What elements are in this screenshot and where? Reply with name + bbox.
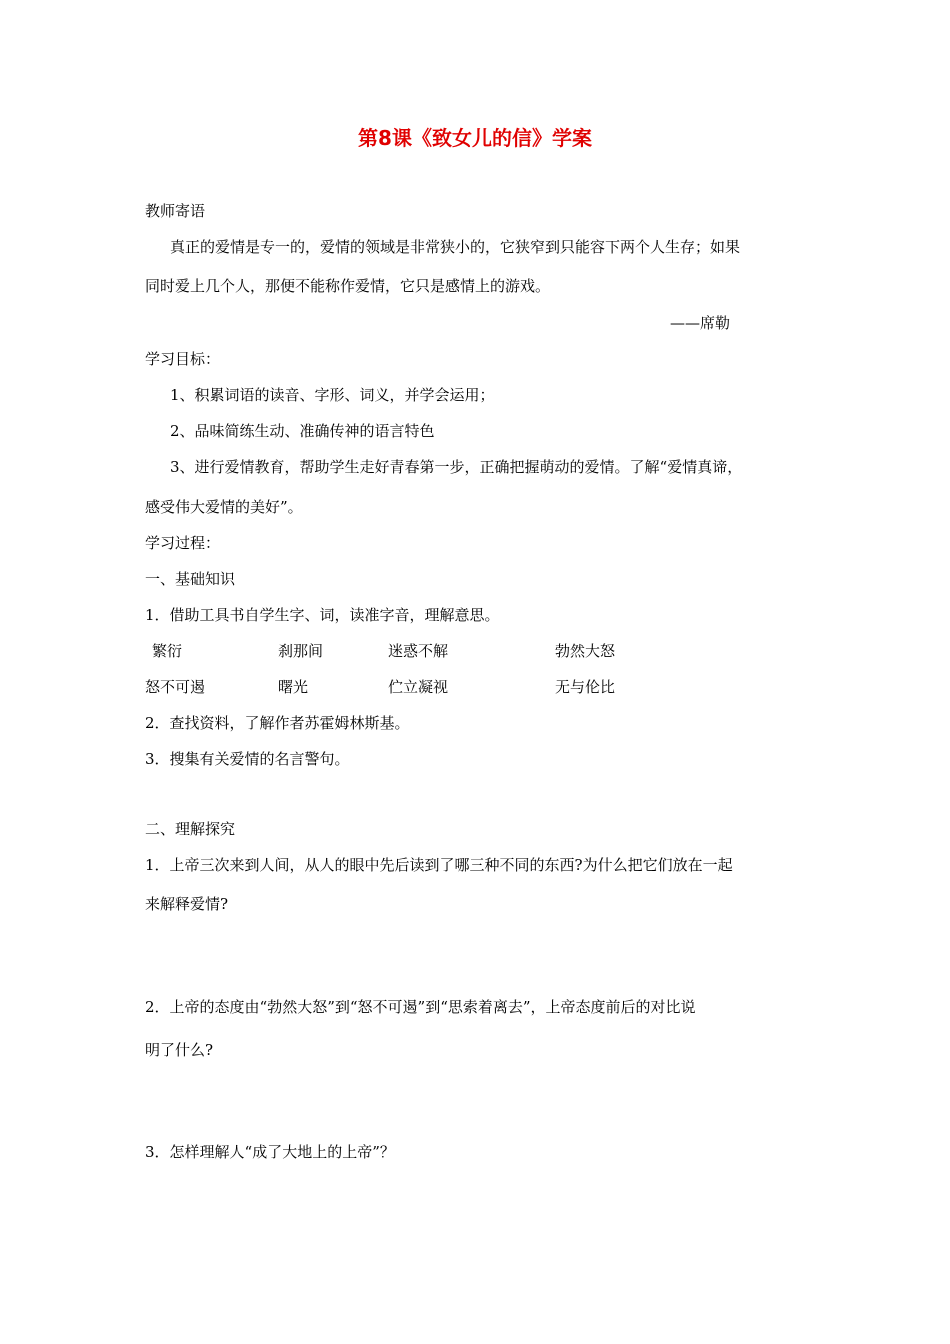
section-2-heading: 二、理解探究 [145,820,236,838]
vocab-word: 伫立凝视 [388,678,449,696]
quote-line-1: 真正的爱情是专一的，爱情的领域是非常狭小的，它狭窄到只能容下两个人生存；如果 [170,238,741,256]
section-1-item-1: 1．借助工具书自学生字、词，读准字音，理解意思。 [145,606,500,624]
quote-line-2: 同时爱上几个人，那便不能称作爱情，它只是感情上的游戏。 [145,277,551,295]
vocab-word: 怒不可遏 [145,678,206,696]
question-2-line-2: 明了什么? [145,1041,214,1059]
page-title: 第8课《致女儿的信》学案 [358,126,592,150]
vocab-word: 迷惑不解 [388,642,449,660]
vocab-word: 繁衍 [152,642,183,660]
quote-author: ——席勒 [670,314,731,332]
vocab-word: 刹那间 [278,642,324,660]
vocab-word: 无与伦比 [555,678,616,696]
learning-process-heading: 学习过程： [145,534,221,552]
goal-1: 1、积累词语的读音、字形、词义，并学会运用； [170,386,495,404]
goal-3-line-2: 感受伟大爱情的美好”。 [145,498,303,516]
section-1-item-3: 3．搜集有关爱情的名言警句。 [145,750,350,768]
question-1-line-2: 来解释爱情? [145,895,229,913]
learning-goals-heading: 学习目标： [145,350,221,368]
section-1-heading: 一、基础知识 [145,570,236,588]
teacher-message-heading: 教师寄语 [145,202,206,220]
goal-2: 2、品味简练生动、准确传神的语言特色 [170,422,435,440]
vocab-word: 曙光 [278,678,309,696]
vocab-word: 勃然大怒 [555,642,616,660]
question-1-line-1: 1．上帝三次来到人间，从人的眼中先后读到了哪三种不同的东西?为什么把它们放在一起 [145,856,733,874]
goal-3-line-1: 3、进行爱情教育，帮助学生走好青春第一步，正确把握萌动的爱情。了解“爱情真谛， [170,458,743,476]
question-2-line-1: 2．上帝的态度由“勃然大怒”到“怒不可遏”到“思索着离去”，上帝态度前后的对比说 [145,998,696,1016]
question-3: 3．怎样理解人“成了大地上的上帝”？ [145,1143,395,1161]
section-1-item-2: 2．查找资料，了解作者苏霍姆林斯基。 [145,714,410,732]
